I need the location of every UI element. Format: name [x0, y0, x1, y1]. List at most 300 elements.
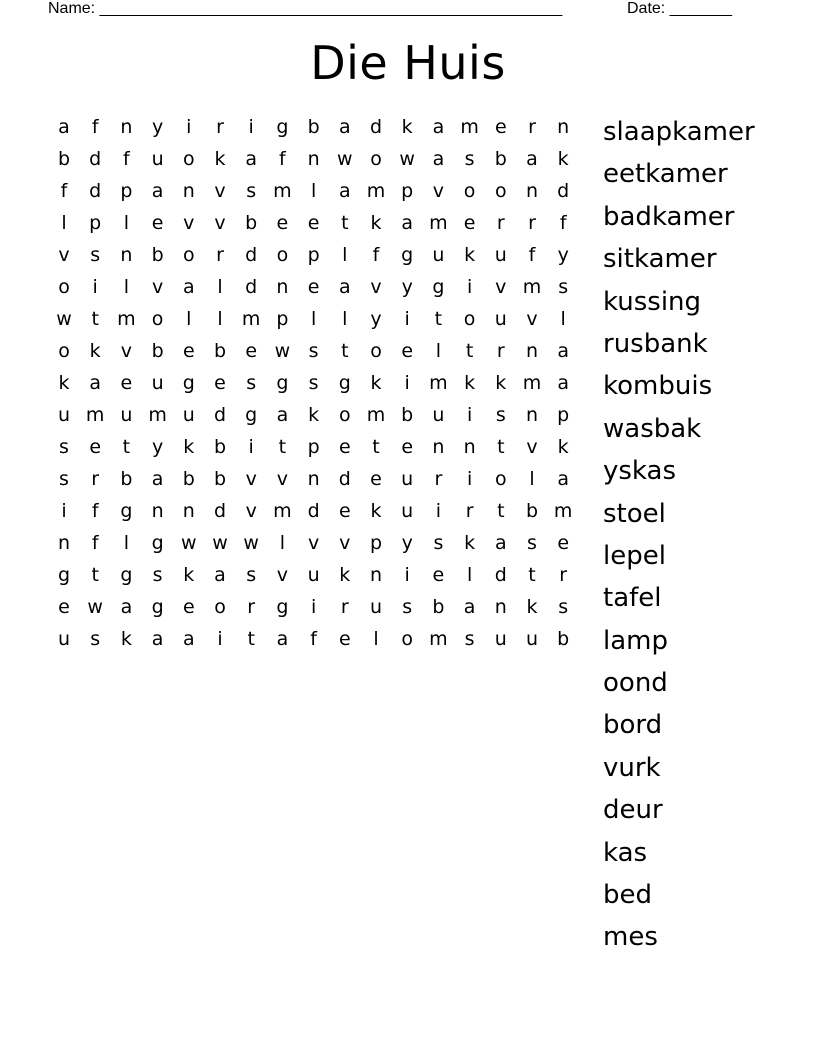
grid-letter: d	[89, 180, 102, 202]
grid-letter: n	[369, 564, 383, 586]
grid-row	[48, 147, 588, 179]
grid-letter: a	[338, 180, 351, 202]
grid-letter: i	[404, 372, 410, 394]
grid-letter: l	[342, 244, 348, 266]
grid-letter: o	[276, 244, 289, 266]
grid-letter: r	[496, 340, 505, 362]
grid-letter: l	[342, 308, 348, 330]
grid-letter: u	[494, 628, 507, 650]
grid-letter: r	[216, 116, 224, 138]
grid-letter: v	[120, 340, 133, 362]
grid-letter: a	[494, 532, 507, 554]
word-list-item: yskas	[603, 456, 677, 487]
grid-letter: g	[276, 116, 289, 138]
grid-letter: a	[432, 148, 445, 170]
grid-letter: l	[279, 532, 286, 554]
grid-letter: v	[245, 468, 257, 490]
grid-letter: a	[338, 276, 351, 298]
grid-letter: r	[434, 468, 443, 490]
grid-letter: n	[463, 436, 476, 458]
word-list-item: mes	[603, 922, 658, 953]
grid-letter: e	[401, 436, 414, 458]
grid-letter: d	[307, 500, 320, 522]
grid-letter: m	[85, 404, 105, 426]
grid-letter: y	[370, 308, 382, 330]
word-list-item: deur	[603, 795, 663, 826]
grid-letter: w	[337, 148, 353, 170]
grid-letter: v	[307, 532, 320, 554]
grid-row	[48, 627, 588, 659]
page-title: Die Huis	[310, 36, 506, 90]
grid-letter: e	[463, 212, 476, 234]
grid-letter: s	[90, 244, 101, 266]
grid-letter: i	[217, 628, 223, 650]
grid-letter: e	[307, 212, 320, 234]
grid-letter: m	[460, 116, 479, 138]
grid-row	[48, 339, 588, 371]
grid-letter: f	[91, 532, 99, 554]
grid-letter: m	[117, 308, 136, 330]
word-list-item: tafel	[603, 583, 662, 614]
grid-row	[48, 211, 588, 243]
grid-letter: k	[495, 372, 507, 394]
grid-letter: k	[464, 372, 476, 394]
word-list-item: kas	[603, 837, 648, 868]
grid-letter: p	[401, 180, 414, 202]
grid-letter: v	[339, 532, 351, 554]
grid-letter: s	[59, 436, 69, 458]
grid-letter: s	[90, 628, 101, 650]
grid-row	[48, 115, 588, 147]
grid-letter: a	[432, 116, 445, 138]
grid-letter: a	[401, 212, 414, 234]
grid-letter: a	[89, 372, 102, 394]
grid-row	[48, 499, 588, 531]
grid-letter: a	[120, 596, 133, 618]
grid-letter: e	[494, 116, 507, 138]
grid-letter: o	[214, 596, 226, 618]
grid-letter: b	[213, 340, 227, 362]
grid-letter: v	[245, 500, 257, 522]
grid-letter: l	[466, 564, 473, 586]
grid-letter: f	[91, 500, 99, 522]
grid-letter: p	[120, 180, 133, 202]
grid-letter: n	[307, 468, 320, 490]
word-list-item: slaapkamer	[603, 117, 755, 147]
grid-letter: g	[276, 372, 289, 394]
grid-letter: e	[245, 340, 258, 362]
grid-row	[48, 403, 588, 435]
grid-letter: e	[401, 340, 414, 362]
grid-letter: o	[182, 148, 195, 170]
grid-letter: e	[338, 436, 351, 458]
grid-row	[48, 371, 588, 403]
grid-letter: t	[528, 564, 536, 586]
grid-letter: b	[57, 148, 71, 170]
grid-letter: w	[243, 532, 259, 554]
grid-letter: u	[182, 404, 195, 426]
grid-letter: i	[248, 116, 254, 138]
grid-letter: i	[466, 468, 473, 490]
grid-letter: k	[89, 340, 101, 362]
grid-letter: a	[58, 116, 70, 138]
grid-letter: v	[214, 212, 226, 234]
grid-letter: u	[120, 404, 133, 426]
grid-letter: k	[58, 372, 70, 394]
grid-letter: m	[522, 276, 542, 298]
grid-letter: l	[529, 468, 535, 490]
grid-letter: e	[58, 596, 70, 618]
grid-letter: p	[557, 404, 570, 426]
grid-letter: k	[183, 564, 195, 586]
grid-letter: a	[276, 628, 289, 650]
grid-letter: a	[276, 404, 289, 426]
grid-letter: b	[182, 468, 195, 490]
grid-letter: o	[58, 340, 70, 362]
grid-letter: g	[338, 372, 351, 394]
grid-letter: k	[557, 436, 569, 458]
grid-letter: s	[433, 532, 444, 554]
grid-letter: e	[557, 532, 570, 554]
grid-letter: t	[497, 436, 505, 458]
grid-letter: a	[182, 276, 195, 298]
grid-letter: b	[213, 436, 227, 458]
grid-letter: a	[182, 628, 195, 650]
grid-letter: e	[307, 276, 320, 298]
grid-letter: l	[123, 532, 130, 554]
grid-letter: i	[404, 564, 410, 586]
grid-letter: v	[276, 468, 289, 490]
grid-letter: s	[464, 628, 475, 650]
grid-letter: a	[526, 148, 538, 170]
grid-letter: b	[494, 148, 507, 170]
grid-letter: r	[528, 116, 536, 138]
grid-letter: f	[310, 628, 317, 650]
word-list-item: kussing	[603, 286, 702, 317]
grid-letter: o	[58, 276, 70, 298]
grid-letter: n	[151, 500, 164, 522]
grid-letter: i	[435, 500, 442, 522]
grid-letter: e	[182, 596, 195, 618]
grid-letter: t	[341, 212, 349, 234]
grid-letter: b	[557, 628, 570, 650]
grid-letter: v	[495, 276, 507, 298]
grid-letter: a	[214, 564, 226, 586]
grid-letter: g	[151, 532, 164, 554]
date-field-label: Date: _______	[627, 0, 732, 17]
grid-letter: d	[213, 404, 227, 426]
grid-letter: n	[276, 276, 289, 298]
grid-letter: n	[182, 500, 195, 522]
grid-letter: t	[278, 436, 287, 458]
grid-letter: t	[91, 308, 99, 330]
grid-letter: a	[557, 468, 570, 490]
grid-letter: i	[310, 596, 317, 618]
grid-letter: u	[401, 500, 414, 522]
grid-letter: k	[526, 596, 538, 618]
grid-letter: d	[245, 276, 258, 298]
grid-letter: s	[558, 276, 569, 298]
grid-letter: a	[557, 340, 570, 362]
grid-letter: n	[120, 116, 133, 138]
grid-letter: i	[61, 500, 67, 522]
grid-letter: t	[341, 340, 349, 362]
grid-letter: d	[369, 116, 383, 138]
grid-row	[48, 531, 588, 563]
grid-letter: e	[151, 212, 164, 234]
grid-letter: n	[557, 116, 570, 138]
grid-letter: s	[558, 596, 569, 618]
name-field-label: Name: ____________________________________________________	[48, 0, 563, 17]
grid-letter: o	[401, 628, 413, 650]
grid-letter: u	[369, 596, 383, 618]
grid-letter: a	[338, 116, 351, 138]
grid-letter: g	[432, 276, 445, 298]
grid-letter: o	[494, 468, 507, 490]
grid-letter: v	[432, 180, 445, 202]
word-list-item: stoel	[603, 498, 666, 529]
grid-letter: o	[151, 308, 164, 330]
grid-row	[48, 243, 588, 275]
grid-letter: l	[123, 212, 130, 234]
word-list-item: rusbank	[603, 328, 708, 359]
grid-row	[48, 435, 588, 467]
grid-letter: k	[370, 212, 382, 234]
grid-letter: b	[525, 500, 539, 522]
word-list-item: oond	[603, 668, 668, 699]
word-list-item: bord	[603, 710, 663, 741]
grid-letter: l	[435, 340, 442, 362]
grid-letter: n	[307, 148, 320, 170]
grid-letter: u	[494, 244, 507, 266]
grid-letter: b	[120, 468, 133, 490]
grid-letter: n	[432, 436, 445, 458]
word-list-item: badkamer	[603, 201, 735, 232]
grid-letter: m	[273, 180, 292, 202]
grid-letter: e	[276, 212, 289, 234]
grid-letter: k	[557, 148, 569, 170]
grid-letter: l	[560, 308, 566, 330]
grid-row	[48, 595, 588, 627]
grid-letter: s	[59, 468, 69, 490]
grid-letter: v	[526, 308, 538, 330]
grid-letter: v	[526, 436, 538, 458]
grid-letter: p	[369, 532, 383, 554]
grid-letter: e	[89, 436, 102, 458]
grid-letter: w	[56, 308, 72, 330]
grid-row	[48, 275, 588, 307]
grid-letter: n	[182, 180, 195, 202]
grid-letter: g	[120, 564, 133, 586]
grid-letter: a	[557, 372, 570, 394]
grid-letter: i	[248, 436, 254, 458]
grid-letter: b	[151, 340, 164, 362]
grid-letter: r	[559, 564, 568, 586]
grid-letter: y	[401, 276, 413, 298]
grid-letter: i	[466, 404, 473, 426]
grid-letter: s	[152, 564, 163, 586]
grid-letter: a	[151, 468, 164, 490]
word-list-item: sitkamer	[603, 244, 717, 275]
grid-letter: o	[463, 180, 476, 202]
grid-letter: r	[496, 212, 505, 234]
grid-letter: m	[148, 404, 167, 426]
grid-letter: a	[151, 180, 164, 202]
word-list-item: wasbak	[603, 413, 702, 444]
grid-letter: p	[307, 436, 320, 458]
grid-letter: s	[308, 340, 319, 362]
grid-letter: b	[213, 468, 227, 490]
grid-letter: f	[91, 116, 99, 138]
grid-letter: g	[276, 596, 289, 618]
grid-letter: s	[308, 372, 319, 394]
grid-row	[48, 179, 588, 211]
grid-letter: m	[273, 500, 292, 522]
grid-letter: d	[89, 148, 102, 170]
grid-letter: y	[151, 436, 164, 458]
word-list-item: kombuis	[603, 371, 713, 402]
grid-letter: u	[401, 468, 414, 490]
grid-letter: s	[402, 596, 413, 618]
grid-letter: u	[494, 308, 507, 330]
grid-letter: u	[57, 404, 71, 426]
grid-letter: m	[429, 628, 448, 650]
grid-letter: s	[464, 148, 475, 170]
word-list-item: eetkamer	[603, 159, 728, 190]
grid-letter: t	[247, 628, 255, 650]
grid-letter: a	[151, 628, 164, 650]
grid-row	[48, 563, 588, 595]
grid-letter: d	[494, 564, 507, 586]
grid-row	[48, 307, 588, 339]
grid-letter: o	[370, 340, 382, 362]
letter-grid	[48, 115, 588, 659]
grid-letter: m	[429, 372, 448, 394]
grid-letter: v	[370, 276, 382, 298]
grid-letter: i	[466, 276, 473, 298]
grid-letter: f	[559, 212, 567, 234]
grid-letter: r	[91, 468, 100, 490]
grid-letter: r	[340, 596, 349, 618]
grid-letter: e	[214, 372, 226, 394]
grid-letter: t	[372, 436, 380, 458]
grid-letter: l	[310, 308, 317, 330]
grid-letter: o	[338, 404, 351, 426]
grid-letter: i	[404, 308, 410, 330]
grid-letter: b	[401, 404, 414, 426]
grid-letter: m	[241, 308, 261, 330]
grid-letter: p	[276, 308, 289, 330]
grid-letter: t	[465, 340, 474, 362]
grid-letter: m	[366, 180, 386, 202]
grid-letter: o	[182, 244, 195, 266]
grid-letter: d	[213, 500, 227, 522]
grid-letter: m	[429, 212, 448, 234]
grid-letter: a	[245, 148, 258, 170]
grid-letter: d	[338, 468, 351, 490]
grid-letter: n	[525, 340, 539, 362]
grid-letter: u	[57, 628, 71, 650]
grid-letter: y	[151, 116, 164, 138]
grid-letter: s	[246, 372, 257, 394]
grid-letter: g	[182, 372, 195, 394]
grid-letter: t	[122, 436, 131, 458]
grid-letter: o	[463, 308, 476, 330]
grid-letter: u	[151, 148, 164, 170]
grid-letter: g	[401, 244, 414, 266]
grid-letter: k	[214, 148, 226, 170]
grid-letter: l	[186, 308, 192, 330]
grid-letter: i	[186, 116, 192, 138]
grid-letter: w	[212, 532, 228, 554]
grid-letter: l	[123, 276, 130, 298]
grid-letter: k	[464, 244, 476, 266]
grid-letter: r	[528, 212, 536, 234]
grid-letter: y	[401, 532, 413, 554]
grid-letter: k	[370, 372, 382, 394]
grid-letter: f	[60, 180, 68, 202]
grid-letter: e	[120, 372, 133, 394]
grid-letter: b	[151, 244, 164, 266]
grid-letter: i	[92, 276, 98, 298]
grid-letter: k	[339, 564, 351, 586]
grid-letter: f	[123, 148, 130, 170]
grid-letter: n	[57, 532, 71, 554]
grid-letter: k	[464, 532, 476, 554]
grid-letter: b	[307, 116, 320, 138]
grid-letter: v	[183, 212, 195, 234]
grid-letter: l	[217, 308, 223, 330]
grid-letter: g	[57, 564, 71, 586]
grid-letter: g	[245, 404, 258, 426]
grid-letter: v	[58, 244, 70, 266]
grid-letter: e	[338, 628, 351, 650]
word-list-item: lamp	[603, 625, 668, 656]
grid-letter: s	[246, 564, 257, 586]
grid-letter: s	[495, 404, 506, 426]
grid-letter: p	[307, 244, 320, 266]
grid-letter: m	[522, 372, 542, 394]
word-list-item: vurk	[603, 752, 661, 783]
grid-letter: y	[557, 244, 569, 266]
grid-letter: e	[338, 500, 351, 522]
grid-letter: w	[399, 148, 415, 170]
grid-letter: b	[432, 596, 445, 618]
grid-letter: o	[494, 180, 507, 202]
grid-letter: l	[217, 276, 223, 298]
grid-letter: f	[279, 148, 286, 170]
grid-letter: d	[557, 180, 570, 202]
grid-letter: b	[245, 212, 258, 234]
grid-letter: n	[120, 244, 133, 266]
grid-letter: e	[432, 564, 445, 586]
grid-letter: w	[274, 340, 291, 362]
grid-letter: k	[120, 628, 132, 650]
grid-letter: t	[434, 308, 443, 330]
grid-row	[48, 467, 588, 499]
grid-letter: p	[89, 212, 102, 234]
grid-letter: k	[308, 404, 320, 426]
grid-letter: a	[463, 596, 476, 618]
grid-letter: k	[370, 500, 382, 522]
grid-letter: u	[432, 404, 445, 426]
grid-letter: u	[432, 244, 445, 266]
grid-letter: v	[151, 276, 164, 298]
grid-letter: f	[372, 244, 380, 266]
grid-letter: m	[553, 500, 573, 522]
grid-letter: l	[373, 628, 379, 650]
grid-letter: t	[497, 500, 505, 522]
